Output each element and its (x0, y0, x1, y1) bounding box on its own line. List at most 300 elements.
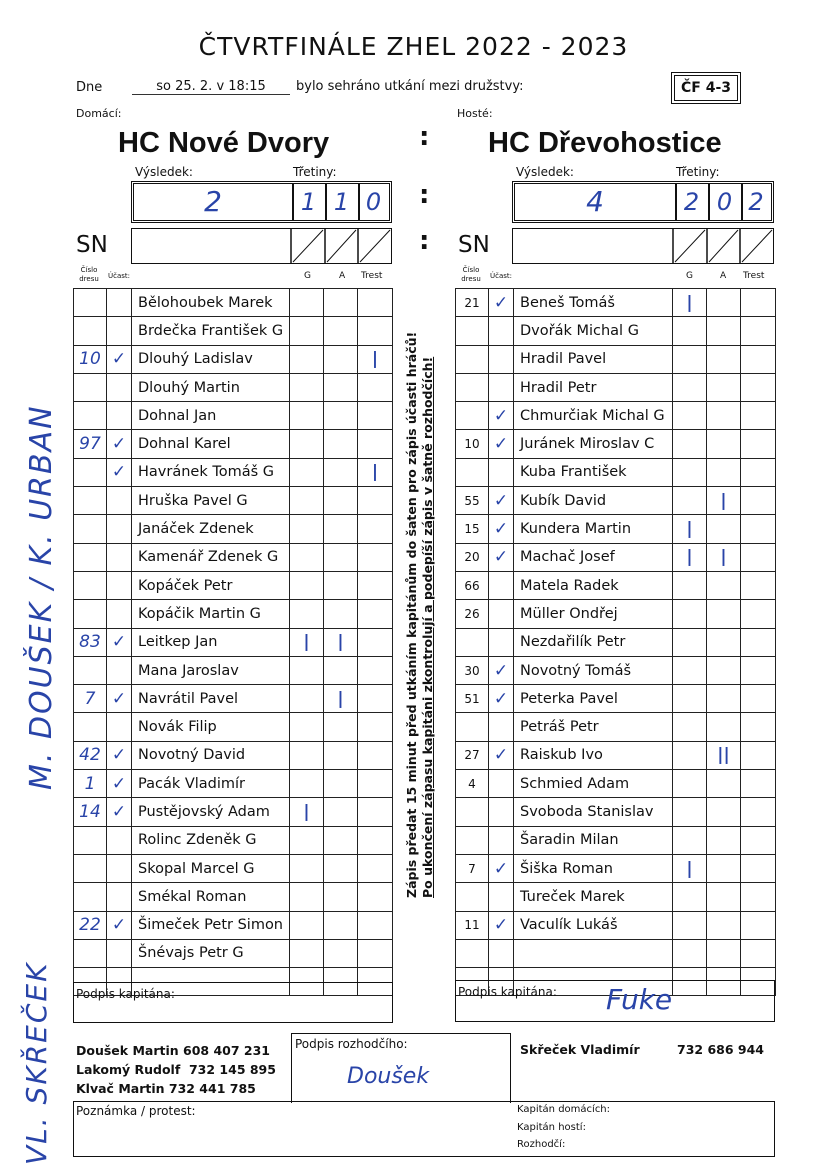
assists-tally (324, 543, 358, 571)
player-name: Chmurčiak Michal G (514, 402, 673, 430)
penalty-tally (741, 458, 776, 486)
assists-tally (324, 798, 358, 826)
goals-tally: | (673, 515, 707, 543)
assists-tally (707, 571, 741, 599)
goals-tally (673, 741, 707, 769)
participation-check: ✓ (489, 656, 514, 684)
participation-check (107, 656, 132, 684)
away-player-row (456, 600, 776, 628)
goals-tally (673, 600, 707, 628)
participation-check: ✓ (489, 487, 514, 515)
penalty-tally (741, 939, 776, 967)
goals-tally (673, 487, 707, 515)
away-player-row (456, 373, 776, 401)
away-period-1: 2 (675, 184, 710, 220)
referee-sign-label: Podpis rozhodčího: (295, 1037, 408, 1051)
goals-tally (290, 656, 324, 684)
player-number (74, 289, 107, 317)
player-number (74, 854, 107, 882)
player-name: Schmied Adam (514, 770, 673, 798)
assists-tally (324, 345, 358, 373)
penalty-tally: | (358, 458, 393, 486)
player-number (456, 826, 489, 854)
assists-tally (707, 798, 741, 826)
left-margin-names: M. DOUŠEK / K. URBAN (24, 404, 59, 790)
home-contact-2: Lakomý Rudolf 732 145 895 (76, 1062, 276, 1077)
away-captain-sign-box (455, 980, 775, 1022)
away-player-row (456, 515, 776, 543)
assists-tally (324, 487, 358, 515)
penalty-tally (741, 487, 776, 515)
assists-tally: | (324, 628, 358, 656)
participation-check (107, 713, 132, 741)
participation-check (489, 939, 514, 967)
penalty-tally: | (358, 345, 393, 373)
player-number (74, 656, 107, 684)
home-player-row (74, 430, 393, 458)
penalty-tally (358, 515, 393, 543)
penalty-tally (358, 770, 393, 798)
home-player-row (74, 883, 393, 911)
middle-note-1: Zápis předat 15 minut před utkáním kapitánům do šaten pro zápis účasti hráčů! (404, 331, 419, 898)
player-name: Šiška Roman (514, 854, 673, 882)
home-player-row (74, 854, 393, 882)
home-player-row (74, 600, 393, 628)
away-player-row (456, 656, 776, 684)
away-player-row (456, 770, 776, 798)
away-roster-table (455, 288, 776, 996)
penalty-tally (358, 826, 393, 854)
player-name: Dohnal Karel (132, 430, 290, 458)
home-player-row (74, 656, 393, 684)
player-name: Hruška Pavel G (132, 487, 290, 515)
participation-check (107, 571, 132, 599)
away-captain-sign-label: Podpis kapitána: (458, 985, 557, 999)
assists-tally (707, 939, 741, 967)
referee-sign-box (291, 1033, 511, 1103)
penalty-tally (741, 430, 776, 458)
player-number: 51 (456, 685, 489, 713)
goals-tally (290, 289, 324, 317)
goals-tally (290, 402, 324, 430)
home-team-name: HC Nové Dvory (118, 127, 330, 159)
player-name: Pustějovský Adam (132, 798, 290, 826)
home-header-participation: Účast: (108, 272, 131, 280)
participation-check (107, 543, 132, 571)
penalty-tally (741, 656, 776, 684)
home-label: Domácí: (76, 107, 122, 120)
player-name: Raiskub Ivo (514, 741, 673, 769)
assists-tally (707, 373, 741, 401)
away-player-row (456, 798, 776, 826)
player-name: Kopáčik Martin G (132, 600, 290, 628)
home-period-1: 1 (292, 184, 327, 220)
away-header-assists: A (720, 271, 727, 281)
penalty-tally (741, 854, 776, 882)
away-label: Hosté: (457, 107, 493, 120)
goals-tally (290, 826, 324, 854)
goals-tally (290, 345, 324, 373)
assists-tally (324, 600, 358, 628)
away-player-row (456, 430, 776, 458)
middle-note-2: Po ukončení zápasu kapitáni zkontrolují a podepíší zápis v šatně rozhodčích! (420, 356, 435, 898)
player-number (456, 713, 489, 741)
player-number: 42 (74, 741, 107, 769)
player-name: Beneš Tomáš (514, 289, 673, 317)
participation-check: ✓ (489, 911, 514, 939)
player-name: Dohnal Jan (132, 402, 290, 430)
goals-tally (290, 430, 324, 458)
assists-tally (707, 430, 741, 458)
home-player-row (74, 373, 393, 401)
participation-check (107, 600, 132, 628)
participation-check: ✓ (489, 741, 514, 769)
date-label: Dne (76, 80, 103, 95)
home-player-row (74, 713, 393, 741)
goals-tally (290, 543, 324, 571)
goals-tally (290, 770, 324, 798)
home-result-box (131, 181, 392, 223)
assists-tally (324, 713, 358, 741)
player-name: Šnévajs Petr G (132, 939, 290, 967)
played-text: bylo sehráno utkání mezi družstvy: (296, 79, 524, 94)
player-number (456, 628, 489, 656)
assists-tally (324, 656, 358, 684)
away-header-penalty: Trest (743, 271, 765, 281)
penalty-tally (741, 600, 776, 628)
player-name: Hradil Petr (514, 373, 673, 401)
goals-tally (673, 317, 707, 345)
bottom-home-captain-label: Kapitán domácích: (517, 1104, 611, 1115)
player-number (74, 402, 107, 430)
home-player-row (74, 628, 393, 656)
goals-tally (290, 911, 324, 939)
player-name: Juránek Miroslav C (514, 430, 673, 458)
goals-tally (673, 826, 707, 854)
player-name: Leitkep Jan (132, 628, 290, 656)
away-sn-box (512, 228, 774, 264)
penalty-tally (358, 656, 393, 684)
participation-check: ✓ (107, 345, 132, 373)
assists-tally (324, 911, 358, 939)
assists-tally (324, 883, 358, 911)
player-number: 7 (456, 854, 489, 882)
player-name: Vaculík Lukáš (514, 911, 673, 939)
goals-tally: | (673, 289, 707, 317)
participation-check (489, 798, 514, 826)
away-player-row (456, 939, 776, 967)
bottom-referee-label: Rozhodčí: (517, 1139, 566, 1150)
goals-tally: | (290, 628, 324, 656)
penalty-tally (741, 741, 776, 769)
penalty-tally (741, 883, 776, 911)
home-contact-1: Doušek Martin 608 407 231 (76, 1043, 270, 1058)
penalty-tally (358, 571, 393, 599)
page-title: ČTVRTFINÁLE ZHEL 2022 - 2023 (198, 32, 629, 61)
participation-check: ✓ (107, 430, 132, 458)
goals-tally (673, 685, 707, 713)
player-number (456, 373, 489, 401)
away-player-row (456, 317, 776, 345)
player-name: Šaradin Milan (514, 826, 673, 854)
away-team-name: HC Dřevohostice (488, 127, 722, 159)
player-number (74, 883, 107, 911)
goals-tally (290, 515, 324, 543)
penalty-tally (358, 883, 393, 911)
home-player-row (74, 487, 393, 515)
player-name: Svoboda Stanislav (514, 798, 673, 826)
goals-tally (673, 402, 707, 430)
player-name: Šimeček Petr Simon (132, 911, 290, 939)
away-contact-name: Skřeček Vladimír (520, 1042, 640, 1057)
participation-check (489, 458, 514, 486)
penalty-tally (358, 798, 393, 826)
player-name: Smékal Roman (132, 883, 290, 911)
penalty-tally (741, 515, 776, 543)
sn-colon: : (419, 226, 430, 256)
participation-check (489, 373, 514, 401)
bottom-away-captain-label: Kapitán hostí: (517, 1122, 586, 1133)
home-header-assists: A (339, 271, 346, 281)
away-player-row (456, 883, 776, 911)
home-player-row (74, 345, 393, 373)
home-player-row (74, 458, 393, 486)
player-name (514, 939, 673, 967)
goals-tally (673, 798, 707, 826)
participation-check: ✓ (107, 458, 132, 486)
away-player-row (456, 911, 776, 939)
assists-tally (707, 345, 741, 373)
penalty-tally (741, 713, 776, 741)
player-number (456, 939, 489, 967)
participation-check (107, 402, 132, 430)
home-player-row (74, 571, 393, 599)
goals-tally (290, 458, 324, 486)
player-name: Müller Ondřej (514, 600, 673, 628)
assists-tally (324, 458, 358, 486)
player-number: 83 (74, 628, 107, 656)
player-name: Kubík David (514, 487, 673, 515)
penalty-tally (358, 741, 393, 769)
player-name: Dlouhý Ladislav (132, 345, 290, 373)
participation-check (489, 317, 514, 345)
penalty-tally (358, 854, 393, 882)
home-player-row (74, 685, 393, 713)
assists-tally (707, 317, 741, 345)
player-number: 7 (74, 685, 107, 713)
participation-check: ✓ (489, 543, 514, 571)
player-number (74, 458, 107, 486)
home-player-row (74, 911, 393, 939)
participation-check (107, 883, 132, 911)
participation-check (107, 317, 132, 345)
away-period-2: 0 (708, 184, 743, 220)
assists-tally (707, 628, 741, 656)
player-number: 11 (456, 911, 489, 939)
away-player-row (456, 345, 776, 373)
away-player-row (456, 571, 776, 599)
away-player-row (456, 685, 776, 713)
penalty-tally (358, 685, 393, 713)
away-player-row (456, 826, 776, 854)
participation-check: ✓ (107, 628, 132, 656)
participation-check (489, 770, 514, 798)
penalty-tally (358, 939, 393, 967)
goals-tally (290, 883, 324, 911)
player-name: Navrátil Pavel (132, 685, 290, 713)
note-box (73, 1101, 775, 1157)
player-name: Matela Radek (514, 571, 673, 599)
away-player-row (456, 458, 776, 486)
away-header-goals: G (686, 271, 693, 281)
goals-tally (290, 600, 324, 628)
home-periods-label: Třetiny: (293, 165, 337, 179)
assists-tally (707, 515, 741, 543)
assists-tally (324, 430, 358, 458)
player-name: Novák Filip (132, 713, 290, 741)
goals-tally (290, 854, 324, 882)
away-player-row (456, 402, 776, 430)
assists-tally (707, 600, 741, 628)
home-score: 2 (134, 184, 294, 220)
participation-check (107, 515, 132, 543)
player-number: 66 (456, 571, 489, 599)
participation-check (489, 628, 514, 656)
participation-check: ✓ (107, 741, 132, 769)
player-number: 10 (456, 430, 489, 458)
player-name: Kamenář Zdenek G (132, 543, 290, 571)
player-number: 97 (74, 430, 107, 458)
player-name: Peterka Pavel (514, 685, 673, 713)
home-player-row (74, 826, 393, 854)
player-number: 10 (74, 345, 107, 373)
home-player-row (74, 402, 393, 430)
assists-tally (324, 741, 358, 769)
player-number: 15 (456, 515, 489, 543)
away-player-row (456, 628, 776, 656)
player-number: 4 (456, 770, 489, 798)
assists-tally (324, 854, 358, 882)
match-code-box (671, 72, 741, 104)
assists-tally (707, 656, 741, 684)
team-colon: : (419, 122, 430, 152)
participation-check: ✓ (107, 770, 132, 798)
away-player-row (456, 487, 776, 515)
player-number (456, 317, 489, 345)
participation-check: ✓ (107, 685, 132, 713)
player-name: Petráš Petr (514, 713, 673, 741)
away-score: 4 (515, 184, 677, 220)
away-player-row (456, 854, 776, 882)
participation-check: ✓ (107, 911, 132, 939)
away-player-row (456, 741, 776, 769)
assists-tally (324, 289, 358, 317)
goals-tally: | (673, 543, 707, 571)
goals-tally (673, 430, 707, 458)
player-number: 21 (456, 289, 489, 317)
penalty-tally (741, 289, 776, 317)
home-player-row (74, 543, 393, 571)
goals-tally (290, 713, 324, 741)
participation-check (107, 373, 132, 401)
penalty-tally (741, 345, 776, 373)
player-number: 55 (456, 487, 489, 515)
penalty-tally (358, 289, 393, 317)
penalty-tally (358, 317, 393, 345)
player-name: Kuba František (514, 458, 673, 486)
player-number (74, 826, 107, 854)
goals-tally (290, 741, 324, 769)
goals-tally (673, 373, 707, 401)
participation-check: ✓ (489, 854, 514, 882)
assists-tally (707, 770, 741, 798)
penalty-tally (741, 402, 776, 430)
player-name: Brdečka František G (132, 317, 290, 345)
home-period-3: 0 (365, 188, 382, 216)
match-code: ČF 4-3 (674, 75, 738, 101)
penalty-tally (741, 770, 776, 798)
goals-tally (673, 656, 707, 684)
player-number (74, 713, 107, 741)
goals-tally (290, 685, 324, 713)
assists-tally (707, 826, 741, 854)
home-captain-sign-box (73, 982, 393, 1023)
goals-tally (673, 458, 707, 486)
player-name: Kundera Martin (514, 515, 673, 543)
goals-tally (290, 317, 324, 345)
goals-tally (673, 883, 707, 911)
assists-tally (324, 826, 358, 854)
player-number (74, 317, 107, 345)
goals-tally (290, 571, 324, 599)
home-player-row (74, 289, 393, 317)
penalty-tally (741, 798, 776, 826)
assists-tally (324, 770, 358, 798)
assists-tally (324, 402, 358, 430)
player-name: Nezdařilík Petr (514, 628, 673, 656)
assists-tally: | (707, 487, 741, 515)
goals-tally (673, 939, 707, 967)
assists-tally (324, 515, 358, 543)
assists-tally (707, 458, 741, 486)
participation-check (489, 826, 514, 854)
player-number (456, 883, 489, 911)
player-number: 27 (456, 741, 489, 769)
penalty-tally (358, 402, 393, 430)
away-captain-signature: Fuke (606, 983, 673, 1016)
referee-signature: Doušek (347, 1064, 430, 1089)
player-name: Bělohoubek Marek (132, 289, 290, 317)
away-period-3: 2 (748, 188, 764, 216)
player-number: 30 (456, 656, 489, 684)
participation-check (107, 826, 132, 854)
assists-tally: || (707, 741, 741, 769)
away-sn-label: SN (458, 232, 490, 258)
penalty-tally (741, 317, 776, 345)
assists-tally (707, 402, 741, 430)
home-header-number: Číslo dresu (79, 266, 99, 283)
penalty-tally (358, 628, 393, 656)
player-number: 20 (456, 543, 489, 571)
penalty-tally (358, 543, 393, 571)
player-number (74, 939, 107, 967)
away-result-box (512, 181, 774, 223)
player-name: Havránek Tomáš G (132, 458, 290, 486)
player-number (74, 515, 107, 543)
penalty-tally (358, 430, 393, 458)
assists-tally (707, 883, 741, 911)
player-name: Kopáček Petr (132, 571, 290, 599)
